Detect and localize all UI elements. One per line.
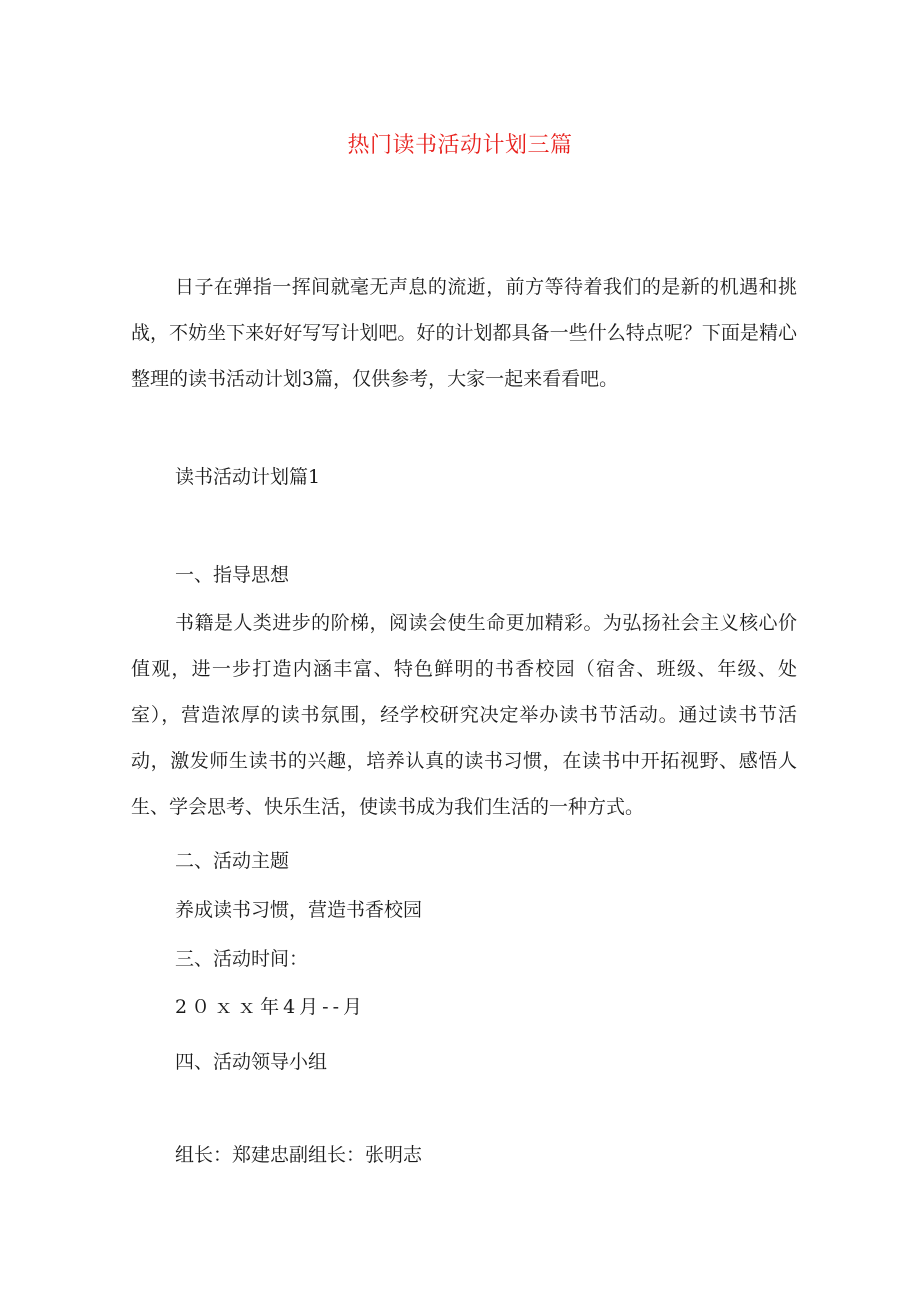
leaders-text: 组长：郑建忠副组长：张明志 xyxy=(175,1144,423,1166)
intro-paragraph: 日子在弹指一挥间就毫无声息的流逝，前方等待着我们的是新的机遇和挑战，不妨坐下来好好写写计划吧。好的计划都具备一些什么特点呢？下面是精心整理的读书活动计划3篇，仅供参考，大家一起来看看吧。 xyxy=(131,276,797,390)
section-heading: 读书活动计划篇1 xyxy=(175,466,321,488)
activity-time-text: 2０ｘｘ年4月--月 xyxy=(175,996,367,1018)
heading-activity-time: 三、活动时间： xyxy=(175,948,309,970)
heading-activity-theme: 二、活动主题 xyxy=(175,850,290,872)
heading-leadership-group: 四、活动领导小组 xyxy=(175,1051,328,1073)
document-title: 热门读书活动计划三篇 xyxy=(347,133,573,158)
guiding-ideology-paragraph: 书籍是人类进步的阶梯，阅读会使生命更加精彩。为弘扬社会主义核心价值观，进一步打造内涵丰富、特色鲜明的书香校园（宿舍、班级、年级、处室），营造浓厚的读书氛围，经学校研究决定举办读书节活动。通过读书节活动，激发师生读书的兴趣，培养认真的读书习惯，在读书中开拓视野、感悟人生、学会思考、快乐生活，使读书成为我们生活的一种方式。 xyxy=(131,612,797,818)
heading-guiding-ideology: 一、指导思想 xyxy=(175,564,290,586)
activity-theme-text: 养成读书习惯，营造书香校园 xyxy=(175,899,423,921)
